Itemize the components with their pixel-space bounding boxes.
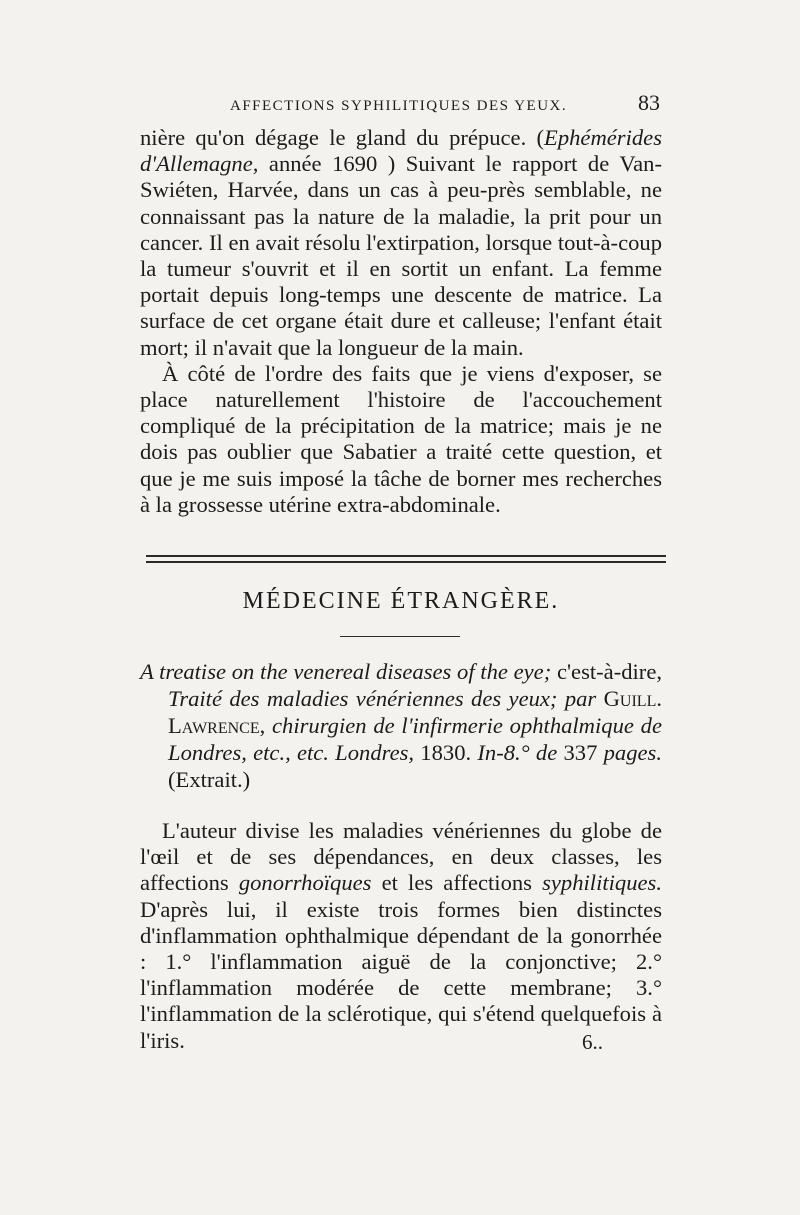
citation-translated-title: Traité des maladies vénériennes des yeux; par: [168, 686, 597, 711]
citation-original-title: A treatise on the venereal diseases of the eye;: [140, 659, 552, 684]
book-citation: A treatise on the venereal diseases of the eye; c'est-à-dire, Traité des maladies vénériennes des yeux; par Guill. Lawrence, chirurgien de l'infirmerie ophthalmique de Londres, etc., etc. Londres, 1830. In-8.° de 337 pages. (Extrait.): [140, 659, 662, 792]
running-header: [140, 90, 660, 116]
running-title: AFFECTIONS SYPHILITIQUES DES YEUX.: [230, 98, 568, 114]
signature-mark: 6..: [582, 1030, 603, 1054]
body-text-bottom: [140, 818, 662, 1054]
body-text-top: [140, 125, 662, 518]
title-rule: [340, 636, 460, 637]
paragraph-3: L'auteur divise les maladies vénériennes du globe de l'œil et de ses dépendances, en deux classes, les affections gonorrhoïques et les affections syphilitiques. D'après lui, il existe trois formes bien distinctes d'inflammation ophthalmique dépendant de la gonorrhée : 1.° l'inflammation aiguë de la conjonctive; 2.° l'inflammation modérée de cette membrane; 3.° l'inflammation de la sclérotique, qui s'étend quelquefois à l'iris.: [140, 818, 662, 1053]
section-title: MÉDECINE ÉTRANGÈRE.: [242, 588, 560, 614]
paragraph-2: À côté de l'ordre des faits que je viens d'exposer, se place naturellement l'histoire de l'accouchement compliqué de la précipitation de la matrice; mais je ne dois pas oublier que Sabatier a traité cette question, et que je me suis imposé la tâche de borner mes recherches à la grossesse utérine extra-abdominale.: [140, 360, 662, 517]
source-title: Ephémérides d'Allemagne,: [140, 125, 662, 177]
paragraph-1: nière qu'on dégage le gland du prépuce. (Ephémérides d'Allemagne, année 1690 ) Suivant le rapport de Van-Swiéten, Harvée, dans un cas à peu-près semblable, ne connaissant pas la nature de la maladie, la prit pour un cancer. Il en avait résolu l'extirpation, lorsque tout-à-coup la tumeur s'ouvrit et il en sortit un enfant. La femme portait depuis long-temps une descente de matrice. La surface de cet organe était dure et calleuse; l'enfant était mort; il n'avait que la longueur de la main.: [140, 125, 662, 360]
page-number: 83: [638, 90, 660, 115]
citation-author: Guill. Lawrence: [168, 686, 662, 738]
section-divider: [146, 555, 666, 563]
